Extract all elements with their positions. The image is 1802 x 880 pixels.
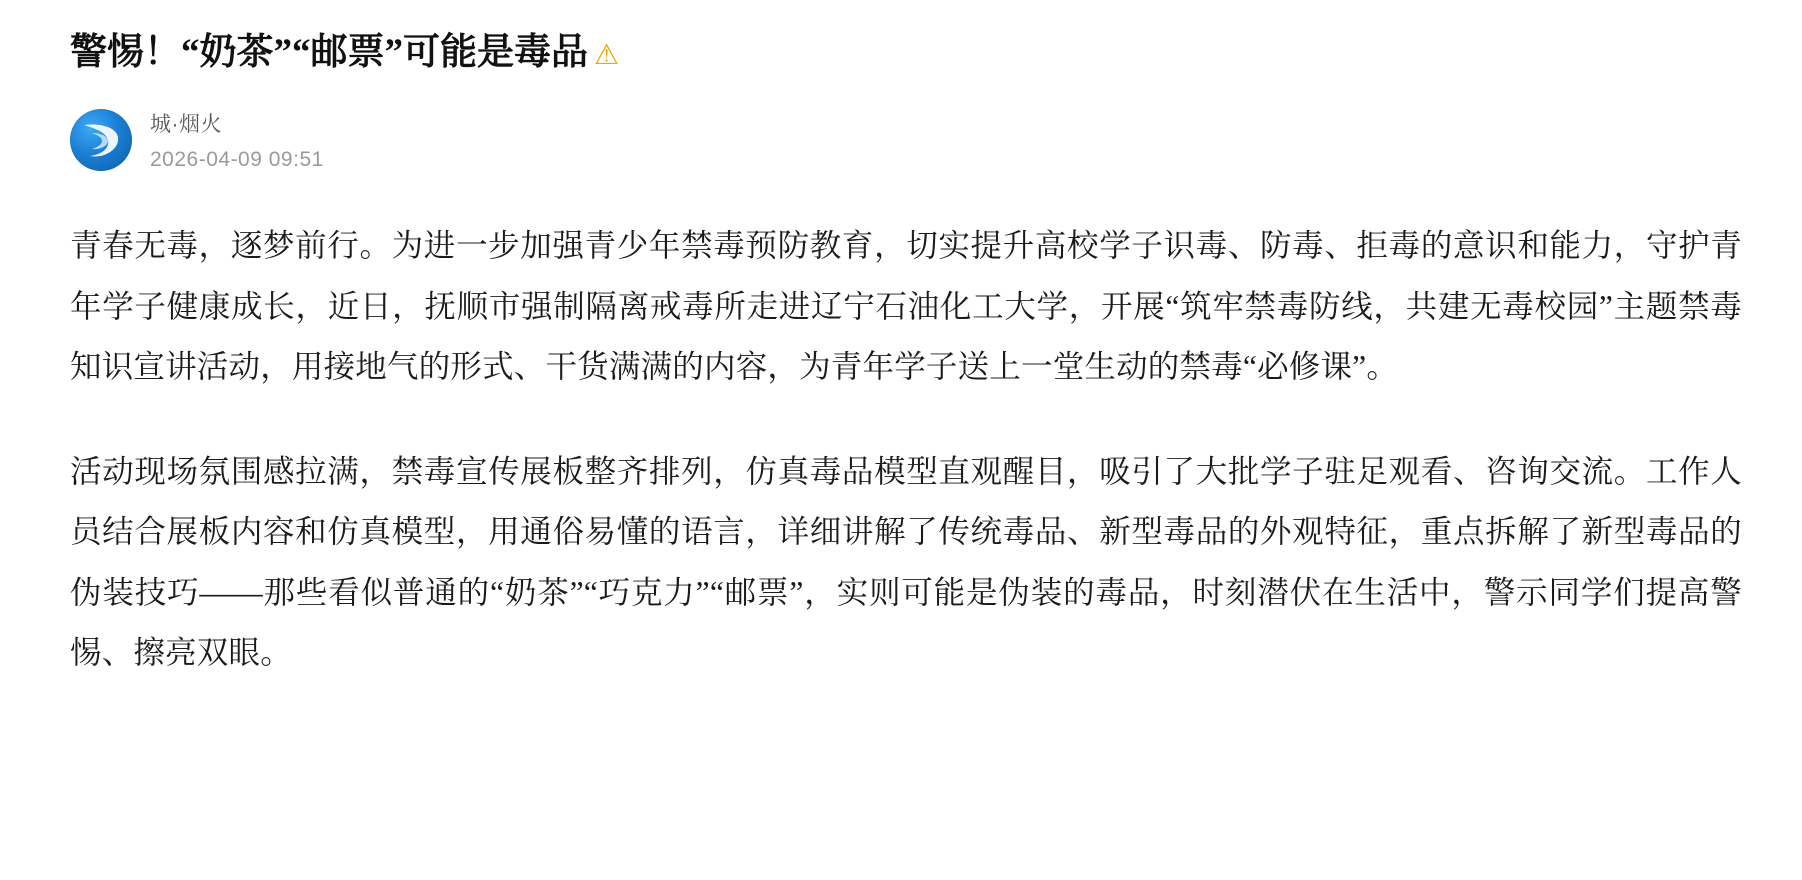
article-body [70, 216, 1742, 683]
meta-text [150, 108, 324, 172]
page-title [70, 30, 1742, 76]
paragraph: 青春无毒，逐梦前行。为进一步加强青少年禁毒预防教育，切实提升高校学子识毒、防毒、拒毒的意识和能力，守护青年学子健康成长，近日，抚顺市强制隔离戒毒所走进辽宁石油化工大学，开展“筑牢禁毒防线，共建无毒校园”主题禁毒知识宣讲活动，用接地气的形式、干货满满的内容，为青年学子送上一堂生动的禁毒“必修课”。 [70, 228, 1742, 385]
avatar[interactable] [70, 109, 132, 171]
article-meta [70, 108, 1742, 172]
avatar-logo-icon [70, 109, 132, 171]
author-name[interactable]: 城·烟火 [150, 113, 222, 137]
publish-date: 2026-04-09 09:51 [150, 148, 324, 172]
paragraph: 活动现场氛围感拉满，禁毒宣传展板整齐排列，仿真毒品模型直观醒目，吸引了大批学子驻足观看、咨询交流。工作人员结合展板内容和仿真模型，用通俗易懂的语言，详细讲解了传统毒品、新型毒品的外观特征，重点拆解了新型毒品的伪装技巧——那些看似普通的“奶茶”“巧克力”“邮票”，实则可能是伪装的毒品，时刻潜伏在生活中，警示同学们提高警惕、擦亮双眼。 [70, 453, 1742, 671]
article-title-text: 警惕！“奶茶”“邮票”可能是毒品 [70, 32, 588, 73]
warning-icon: ⚠ [594, 38, 620, 72]
